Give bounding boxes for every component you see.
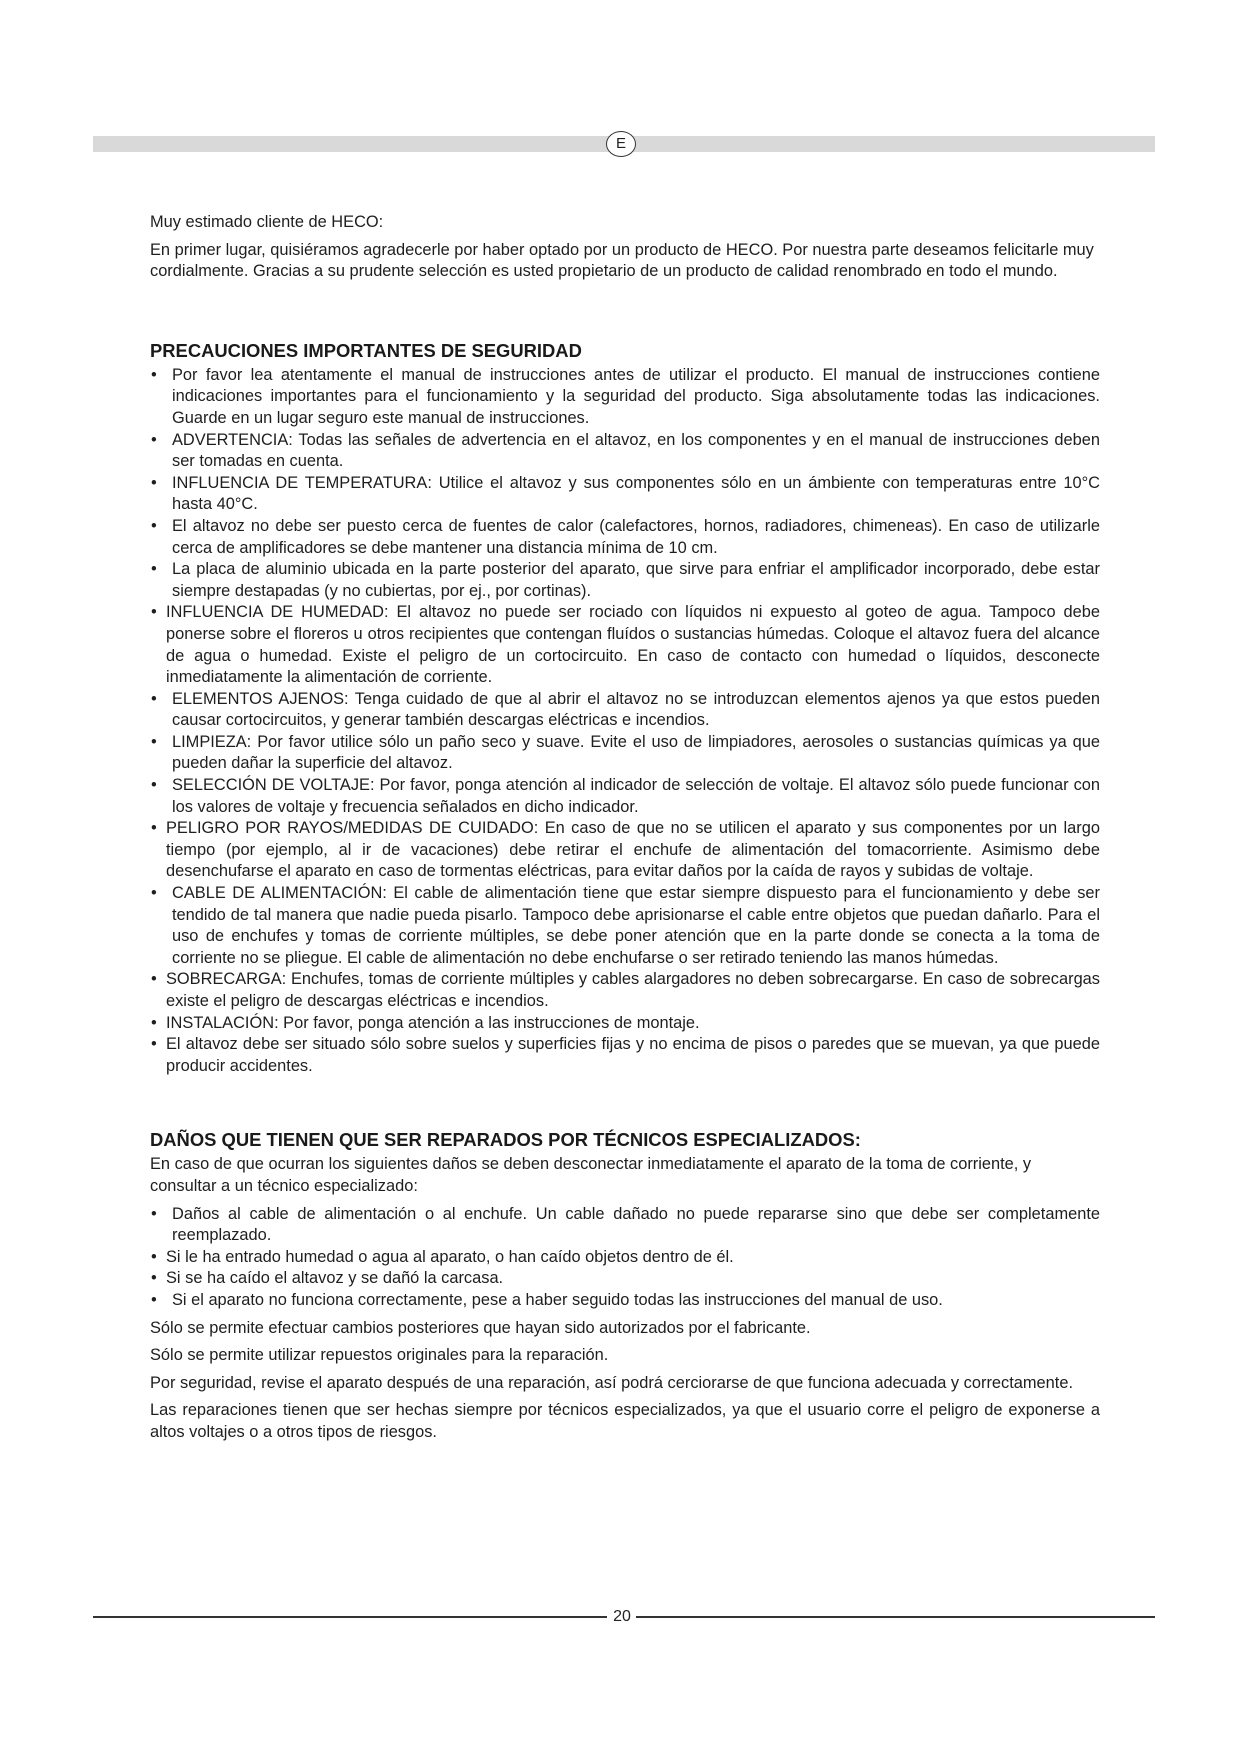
safety-heading: PRECAUCIONES IMPORTANTES DE SEGURIDAD [150, 339, 582, 361]
repairs-intro: En caso de que ocurran los siguientes daños se deben desconectar inmediatamente el aparato de la toma de corriente, y consultar a un técnico especializado: [150, 1155, 1032, 1195]
footer-rule-left [93, 1616, 607, 1618]
safety-list [150, 365, 1100, 1078]
list-item: • CABLE DE ALIMENTACIÓN: El cable de alimentación tiene que estar siempre dispuesto para el funcionamiento y debe ser tendido de tal manera que nadie pueda pisarlo. Tampoco debe aprisionarse el cable entre objetos que puedan dañarlo. Para el uso de enchufes y tomas de corriente múltiples, se debe poner atención que en la parte donde se conecta a la toma de corriente no se pliegue. El cable de alimentación no debe enchufarse o ser retirado teniendo las manos húmedas. [150, 883, 1100, 969]
language-badge: E [606, 131, 636, 157]
list-item: • INFLUENCIA DE HUMEDAD: El altavoz no puede ser rociado con líquidos ni expuesto al goteo de agua. Tampoco debe ponerse sobre el floreros u otros recipientes que contengan fluídos o sustancias húmedas. Coloque el altavoz fuera del alcance de agua o humedad. Existe el peligro de un cortocircuito. En caso de contacto con humedad o líquidos, desconecte inmediatamente la alimentación de corriente. [150, 602, 1100, 688]
list-item: • INFLUENCIA DE TEMPERATURA: Utilice el altavoz y sus componentes sólo en un ámbiente con temperaturas entre 10°C hasta 40°C. [150, 473, 1100, 516]
list-item: • El altavoz debe ser situado sólo sobre suelos y superficies fijas y no encima de pisos o paredes que se muevan, ya que puede producir accidentes. [150, 1034, 1100, 1077]
intro-paragraph: En primer lugar, quisiéramos agradecerle por haber optado por un producto de HECO. Por nuestra parte deseamos felicitarle muy cordialmente. Gracias a su prudente selección es usted propietario de un producto de calidad renombrado en todo el mundo. [150, 240, 1094, 281]
repairs-list [150, 1204, 1100, 1312]
page-content [150, 212, 1100, 1444]
list-item: • ADVERTENCIA: Todas las señales de advertencia en el altavoz, en los componentes y en el manual de instrucciones deben ser tomadas en cuenta. [150, 430, 1100, 473]
repairs-paragraph: Las reparaciones tienen que ser hechas siempre por técnicos especializados, ya que el usuario corre el peligro de exponerse a altos voltajes o a otros tipos de riesgos. [150, 1401, 1100, 1441]
list-item: • La placa de aluminio ubicada en la parte posterior del aparato, que sirve para enfriar el amplificador incorporado, debe estar siempre destapadas (y no cubiertas, por ej., por cortinas). [150, 559, 1100, 602]
list-item: • Si le ha entrado humedad o agua al aparato, o han caído objetos dentro de él. [150, 1247, 1100, 1269]
list-item: • INSTALACIÓN: Por favor, ponga atención a las instrucciones de montaje. [150, 1013, 1100, 1035]
list-item: • Si se ha caído el altavoz y se dañó la carcasa. [150, 1268, 1100, 1290]
repairs-heading: DAÑOS QUE TIENEN QUE SER REPARADOS POR TÉCNICOS ESPECIALIZADOS: [150, 1129, 861, 1151]
list-item: • Daños al cable de alimentación o al enchufe. Un cable dañado no puede repararse sino que debe ser completamente reemplazado. [150, 1204, 1100, 1247]
repairs-paragraph: Sólo se permite utilizar repuestos originales para la reparación. [150, 1346, 609, 1365]
greeting: Muy estimado cliente de HECO: [150, 213, 384, 231]
list-item: • El altavoz no debe ser puesto cerca de fuentes de calor (calefactores, hornos, radiadores, chimeneas). En caso de utilizarle cerca de amplificadores se debe mantener una distancia mínima de 10 cm. [150, 516, 1100, 559]
repairs-paragraph: Sólo se permite efectuar cambios posteriores que hayan sido autorizados por el fabricante. [150, 1318, 811, 1337]
list-item: • PELIGRO POR RAYOS/MEDIDAS DE CUIDADO: En caso de que no se utilicen el aparato y sus componentes por un largo tiempo (por ejemplo, al ir de vacaciones) debe retirar el enchufe de alimentación del tomacorriente. Asimismo debe desenchufarse el aparato en caso de tormentas eléctricas, para evitar daños por la caída de rayos y subidas de voltaje. [150, 818, 1100, 883]
list-item: • SELECCIÓN DE VOLTAJE: Por favor, ponga atención al indicador de selección de voltaje. El altavoz sólo puede funcionar con los valores de voltaje y frecuencia señalados en dicho indicador. [150, 775, 1100, 818]
footer-rule-right [636, 1616, 1155, 1618]
list-item: • Si el aparato no funciona correctamente, pese a haber seguido todas las instrucciones del manual de uso. [150, 1290, 1100, 1312]
repairs-paragraph: Por seguridad, revise el aparato después de una reparación, así podrá cerciorarse de que funciona adecuada y correctamente. [150, 1373, 1073, 1392]
list-item: • SOBRECARGA: Enchufes, tomas de corriente múltiples y cables alargadores no deben sobrecargarse. En caso de sobrecargas existe el peligro de descargas eléctricas e incendios. [150, 969, 1100, 1012]
list-item: • LIMPIEZA: Por favor utilice sólo un paño seco y suave. Evite el uso de limpiadores, aerosoles o sustancias químicas ya que pueden dañar la superficie del altavoz. [150, 732, 1100, 775]
list-item: • ELEMENTOS AJENOS: Tenga cuidado de que al abrir el altavoz no se introduzcan elementos ajenos ya que estos pueden causar cortocircuitos, y generar también descargas eléctricas e incendios. [150, 689, 1100, 732]
list-item: • Por favor lea atentamente el manual de instrucciones antes de utilizar el producto. El manual de instrucciones contiene indicaciones importantes para el funcionamiento y la seguridad del producto. Siga absolutamente todas las indicaciones. Guarde en un lugar seguro este manual de instrucciones. [150, 365, 1100, 430]
page-number: 20 [613, 1608, 631, 1625]
